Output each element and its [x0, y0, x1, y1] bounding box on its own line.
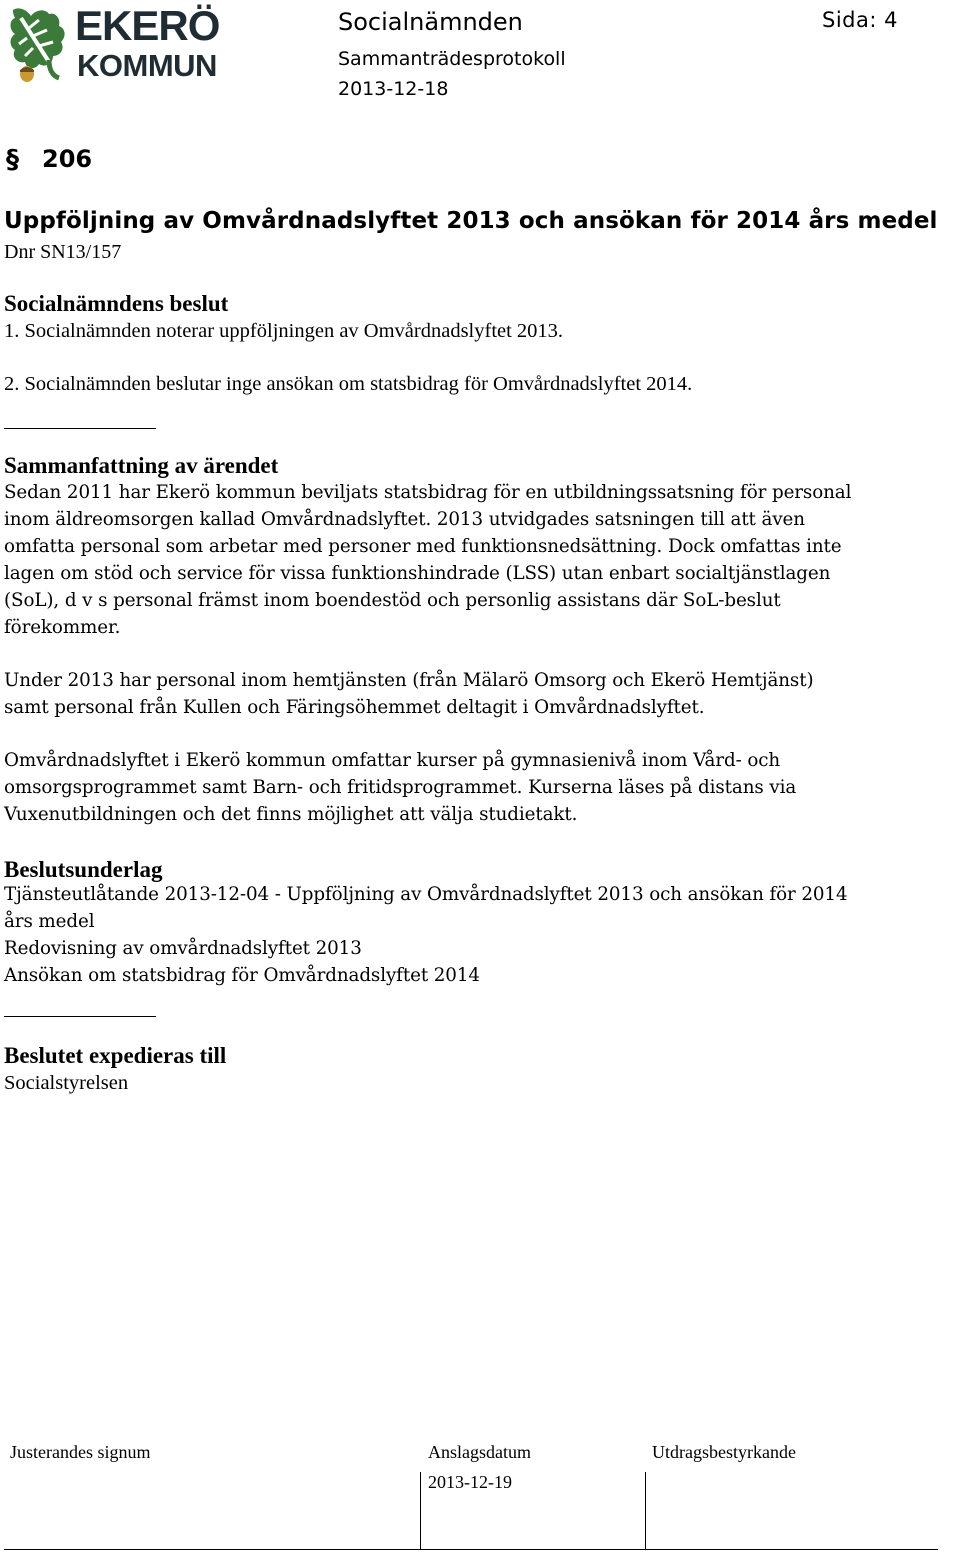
basis-line: års medel [4, 911, 95, 932]
summary-line: Omvårdnadslyftet i Ekerö kommun omfattar kurser på gymnasienivå inom Vård- och [4, 750, 781, 771]
summary-line: (SoL), d v s personal främst inom boendestöd och personlig assistans där SoL-beslut [4, 590, 781, 611]
footer-signature-label: Justerandes signum [10, 1442, 151, 1462]
summary-line: inom äldreomsorgen kallad Omvårdnadslyftet. 2013 utvidgades satsningen till att även [4, 509, 805, 530]
footer-posting-label: Anslagsdatum [428, 1442, 531, 1462]
logo-word-ekero: EKERÖ [75, 2, 220, 49]
decision-item-1: 1. Socialnämnden noterar uppföljningen av Omvårdnadslyftet 2013. [4, 320, 564, 342]
document-title: Uppföljning av Omvårdnadslyftet 2013 och ansökan för 2014 års medel [4, 208, 938, 234]
separator-line [4, 428, 156, 429]
dispatch-heading: Beslutet expedieras till [4, 1043, 227, 1068]
decision-heading: Socialnämndens beslut [4, 291, 229, 316]
diary-number: Dnr SN13/157 [4, 241, 122, 263]
dispatch-recipient: Socialstyrelsen [4, 1072, 129, 1094]
oak-leaf-icon [5, 4, 71, 84]
page-number: Sida: 4 [822, 8, 898, 32]
ekero-kommun-logo [5, 4, 220, 84]
summary-line: Under 2013 har personal inom hemtjänsten (från Mälarö Omsorg och Ekerö Hemtjänst) [4, 670, 814, 691]
summary-line: förekommer. [4, 617, 121, 638]
summary-line: lagen om stöd och service för vissa funktionshindrade (LSS) utan enbart socialtjänstlagen [4, 563, 831, 584]
summary-line: samt personal från Kullen och Färingsöhemmet deltagit i Omvårdnadslyftet. [4, 697, 705, 718]
separator-line [4, 1016, 156, 1017]
footer-divider [420, 1472, 421, 1550]
basis-line: Redovisning av omvårdnadslyftet 2013 [4, 938, 362, 959]
header-date: 2013-12-18 [338, 78, 449, 100]
footer-extract-label: Utdragsbestyrkande [652, 1442, 796, 1462]
header-subtitle: Sammanträdesprotokoll [338, 48, 566, 70]
paragraph-sign: § [6, 145, 19, 175]
basis-heading: Beslutsunderlag [4, 857, 163, 882]
summary-line: omsorgsprogrammet samt Barn- och fritidsprogrammet. Kurserna läses på distans via [4, 777, 797, 798]
summary-heading: Sammanfattning av ärendet [4, 453, 279, 478]
summary-line: Sedan 2011 har Ekerö kommun beviljats statsbidrag för en utbildningssatsning för personal [4, 482, 852, 503]
header-title: Socialnämnden [338, 8, 523, 36]
summary-line: omfatta personal som arbetar med personer med funktionsnedsättning. Dock omfattas inte [4, 536, 842, 557]
basis-line: Tjänsteutlåtande 2013-12-04 - Uppföljning av Omvårdnadslyftet 2013 och ansökan för 2014 [4, 884, 848, 905]
footer-posting-date: 2013-12-19 [428, 1472, 512, 1492]
logo-word-kommun: KOMMUN [77, 48, 217, 83]
footer-divider [645, 1472, 646, 1550]
summary-line: Vuxenutbildningen och det finns möjlighet att välja studietakt. [4, 804, 578, 825]
paragraph-number: 206 [42, 145, 93, 173]
basis-line: Ansökan om statsbidrag för Omvårdnadslyftet 2014 [4, 965, 480, 986]
decision-item-2: 2. Socialnämnden beslutar inge ansökan om statsbidrag för Omvårdnadslyftet 2014. [4, 373, 693, 395]
footer-rule [4, 1549, 938, 1550]
